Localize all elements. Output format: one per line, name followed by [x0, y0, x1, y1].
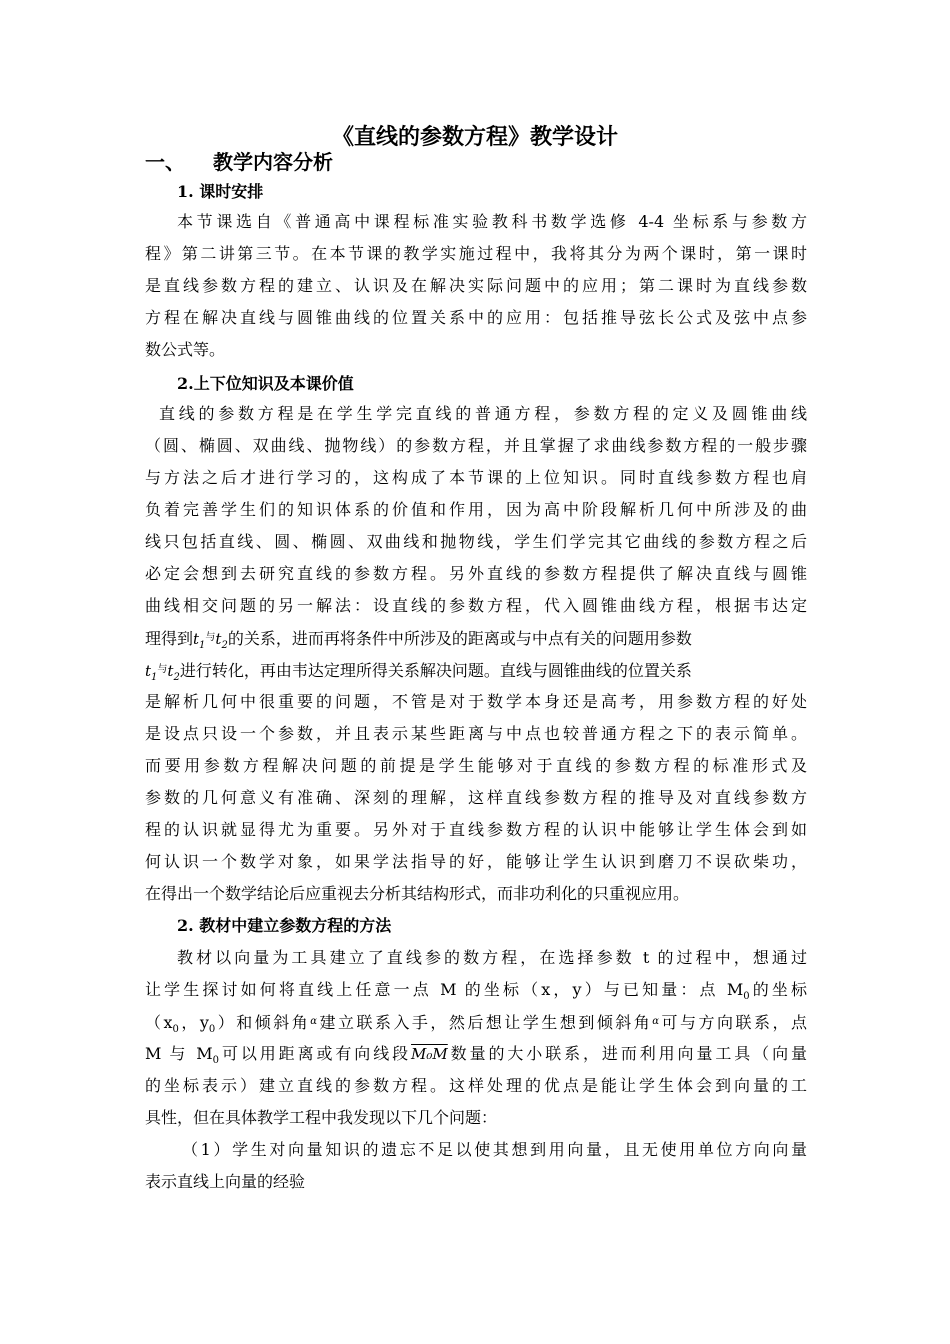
paragraph-knowledge-value [145, 398, 807, 910]
text-line: 本节课选自《普通高中课程标准实验教科书数学选修 4-4 坐标系与参数方 [177, 212, 807, 231]
math-connector: 与 [157, 664, 168, 675]
math-subscript: 2 [221, 640, 228, 651]
text-line: 表示直线上向量的经验 [145, 1172, 306, 1191]
text-line: 曲线相交问题的另一解法：设直线的参数方程，代入圆锥曲线方程，根据韦达定 [145, 596, 807, 615]
text-span: （x [145, 1013, 173, 1032]
math-alpha: α [652, 1016, 660, 1027]
text-line: 线只包括直线、圆、椭圆、双曲线和抛物线，学生们学完其它曲线的参数方程之后 [145, 532, 807, 551]
text-line: 负着完善学生们的知识体系的价值和作用，因为高中阶段解析几何中所涉及的曲 [145, 500, 807, 519]
text-line: 必定会想到去研究直线的参数方程。另外直线的参数方程提供了解决直线与圆锥 [145, 564, 807, 583]
text-span: 可与方向联系，点 [659, 1013, 807, 1032]
math-t2 [167, 662, 180, 683]
subscript: 0 [172, 1024, 179, 1036]
math-subscript: 1 [199, 640, 206, 651]
section-label: 教学内容分析 [213, 150, 333, 174]
subscript: 0 [743, 991, 750, 1003]
text-span: 建立联系入手，然后想让学生想到倾斜角 [317, 1013, 653, 1032]
math-subscript: 2 [173, 672, 180, 683]
text-span: 让学生探讨如何将直线上任意一点 M 的坐标（x，y）与已知量：点 M [145, 980, 744, 999]
text-span: 理得到 [145, 629, 194, 648]
subheading-knowledge-value: 2.上下位知识及本课价值 [177, 374, 354, 393]
text-line: 直线的参数方程是在学生学完直线的普通方程，参数方程的定义及圆锥曲线 [159, 404, 807, 423]
math-connector: 与 [205, 632, 216, 643]
text-line: 具性，但在具体教学工程中我发现以下几个问题： [145, 1108, 498, 1127]
text-line: 在得出一个数学结论后应重视去分析其结构形式，而非功利化的只重视应用。 [145, 884, 690, 903]
text-line: 是解析几何中很重要的问题，不管是对于数学本身还是高考，用参数方程的好处 [145, 692, 807, 711]
document-title: 《直线的参数方程》教学设计 [331, 124, 618, 150]
math-t1 [145, 662, 158, 683]
math-vector: M₀M [411, 1045, 448, 1063]
text-line: 是设点只设一个参数，并且表示某些距离与中点也较普通方程之下的表示简单。 [145, 724, 807, 743]
text-span: 的坐标 [749, 980, 807, 999]
math-subscript: 1 [151, 672, 158, 683]
text-line: 参数的几何意义有准确、深刻的理解，这样直线参数方程的推导及对直线参数方 [145, 788, 807, 807]
subscript: 0 [212, 1055, 220, 1067]
text-line-with-subscript [145, 974, 807, 1006]
text-line: 何认识一个数学对象，如果学法指导的好，能够让学生认识到磨刀不误砍柴功， [145, 852, 807, 871]
text-span: 进行转化，再由韦达定理所得关系解决问题。直线与圆锥曲线的位置关系 [179, 661, 692, 680]
text-line: 数公式等。 [145, 340, 226, 359]
subheading-class-schedule: 1. 课时安排 [177, 182, 264, 201]
subscript: 0 [208, 1024, 216, 1036]
text-line: 是直线参数方程的建立、认识及在解决实际问题中的应用；第二课时为直线参数 [145, 276, 807, 295]
text-line: 程的认识就显得尤为重要。另外对于直线参数方程的认识中能够让学生体会到如 [145, 820, 807, 839]
text-line-with-math [145, 1006, 807, 1038]
subheading-textbook-method: 2. 教材中建立参数方程的方法 [177, 916, 392, 935]
text-line-with-math [145, 1038, 807, 1070]
text-line: 的坐标表示）建立直线的参数方程。这样处理的优点是能让学生体会到向量的工 [145, 1076, 807, 1095]
paragraph-textbook-method [145, 942, 807, 1198]
text-line: 与方法之后才进行学习的，这构成了本节课的上位知识。同时直线参数方程也肩 [145, 468, 807, 487]
text-span: ，y [178, 1013, 209, 1032]
text-line: （1）学生对向量知识的遗忘不足以使其想到用向量，且无使用单位方向向量 [182, 1140, 807, 1159]
text-line: 而要用参数方程解决问题的前提是学生能够对于直线的参数方程的标准形式及 [145, 756, 807, 775]
section-number: 一、 [145, 150, 185, 174]
math-var: t [193, 630, 200, 648]
math-alpha: α [310, 1016, 317, 1027]
section-heading-content-analysis [145, 148, 333, 176]
text-span: 可以用距离或有向线段 [219, 1044, 412, 1063]
text-span: 数量的大小联系，进而利用向量工具（向量 [447, 1044, 807, 1063]
math-var: t [145, 662, 152, 680]
text-line: 程》第二讲第三节。在本节课的教学实施过程中，我将其分为两个课时，第一课时 [145, 244, 807, 263]
text-span: ）和倾斜角 [215, 1013, 311, 1032]
text-line-with-math [145, 654, 807, 686]
text-line: 方程在解决直线与圆锥曲线的位置关系中的应用：包括推导弦长公式及弦中点参 [145, 308, 807, 327]
math-var: t [215, 630, 222, 648]
text-span: M 与 M [145, 1044, 213, 1063]
text-line: （圆、椭圆、双曲线、抛物线）的参数方程，并且掌握了求曲线参数方程的一般步骤 [145, 436, 807, 455]
paragraph-class-schedule [145, 206, 807, 366]
text-line-with-math [145, 622, 807, 654]
math-t1 [193, 630, 206, 651]
math-var: t [167, 662, 174, 680]
text-line: 教材以向量为工具建立了直线参的数方程，在选择参数 t 的过程中，想通过 [177, 948, 807, 967]
math-t2 [215, 630, 228, 651]
text-span: 的关系，进而再将条件中所涉及的距离或与中点有关的问题用参数 [227, 629, 692, 648]
